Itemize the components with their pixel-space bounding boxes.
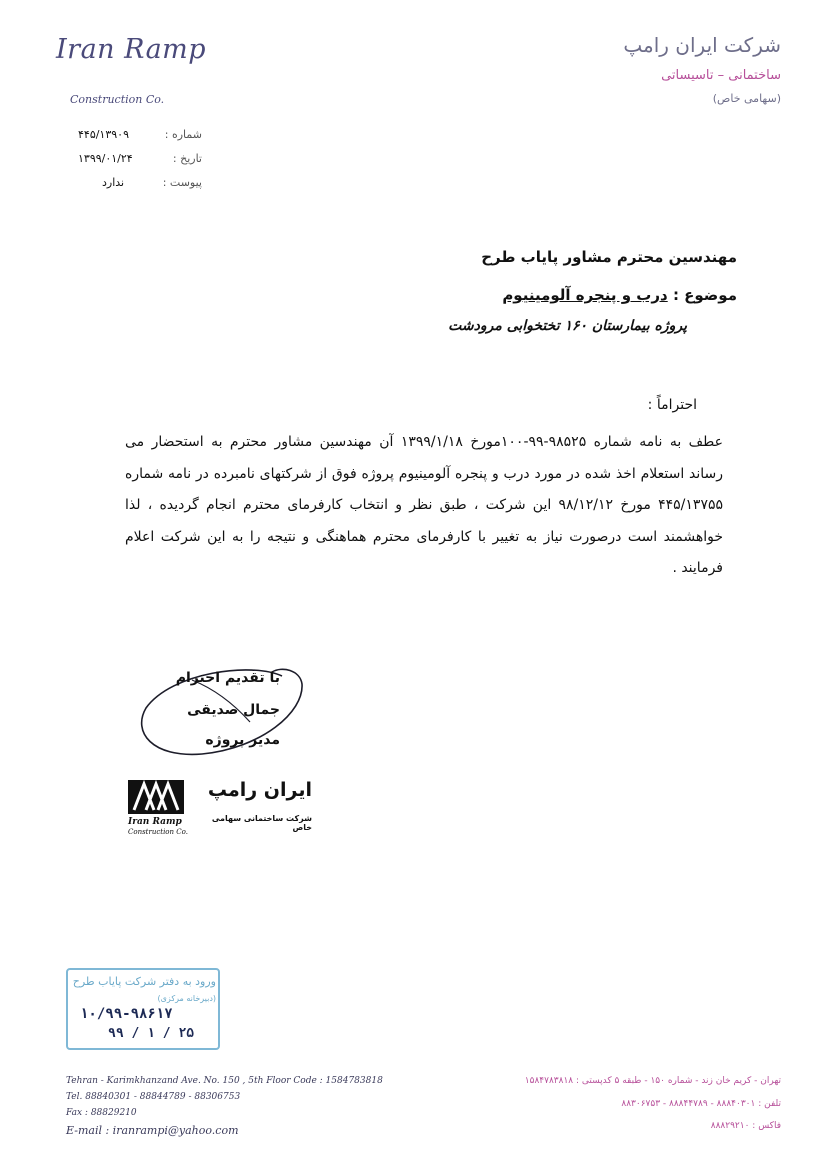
letterhead-english-subtitle: Construction Co. [70,93,165,106]
meta-number-value: ۴۴۵/۱۳۹۰۹ [78,128,129,141]
footer-phone-english: Tel. 88840301 - 88844789 - 88306753 [66,1092,241,1102]
meta-attachment-label: پیوست : [162,176,202,189]
stamp-number: ۱۰/۹۹-۹۸۶۱۷ [80,1006,173,1022]
letterhead-persian-subtitle: (سهامی خاص) [712,92,781,105]
letter-project: پروژه بیمارستان ۱۶۰ تختخوابی مرودشت [448,318,687,334]
letterhead-persian-name: شرکت ایران رامپ [623,33,781,57]
signature-title: مدیر پروژه [205,732,280,748]
logo-english-subtitle: Construction Co. [128,828,188,836]
meta-date-value: ۱۳۹۹/۰۱/۲۴ [78,152,133,165]
letter-greeting: احتراماً : [647,397,697,413]
signature-name: جمال صدیقی [187,702,280,718]
stamp-date: ۹۹ / ۱ / ۲۵ [108,1026,195,1041]
logo-persian-name: ایران رامپ [207,779,312,801]
meta-attachment-value: ندارد [102,176,125,189]
meta-date-row [78,152,202,172]
letter-body: عطف به نامه شماره ۹۸۵۲۵-۹۹-۱۰۰مورخ ۱۳۹۹/۱/۱۸ آن مهندسین مشاور محترم به استحضار می رساند استعلام اخذ شده در مورد درب و پنجره آلومینیوم پروژه فوق از شرکتهای نامبرده در نامه شماره ۴۴۵/۱۳۷۵۵ مورخ ۹۸/۱۲/۱۲ این شرکت ، طبق نظر و انتخاب کارفرمای محترم انجام گردیده ، لذا خواهشمند است درصورت نیاز به تغییر با کارفرمای محترم هماهنگی و نتیجه را به این شرکت اعلام فرمایند . [125,434,724,576]
footer-address-persian: تهران - کریم خان زند - شماره ۱۵۰ - طبقه ۵ کدپستی : ۱۵۸۴۷۸۳۸۱۸ [524,1076,781,1086]
letterhead-persian-description: ساختمانی – تاسیساتی [661,68,781,83]
footer-fax-english: Fax : 88829210 [66,1108,137,1118]
footer-fax-persian: فاکس : ۸۸۸۲۹۲۱۰ [710,1121,781,1131]
meta-number-label: شماره : [164,128,202,141]
letterhead-english-name: Iran Ramp [56,34,207,65]
footer-address-english: Tehran - Karimkhanzand Ave. No. 150 , 5th Floor Code : 1584783818 [66,1076,383,1086]
letter-addressee: مهندسین محترم مشاور پایاب طرح [481,248,737,266]
logo-english-name: Iran Ramp [128,817,182,827]
footer-phone-persian: تلفن : ۸۸۸۴۰۳۰۱ - ۸۸۸۴۴۷۸۹ - ۸۸۳۰۶۷۵۳ [621,1099,781,1109]
meta-attachment-row [78,176,202,196]
logo-persian-description: شرکت ساختمانی سهامی خاص [211,814,312,832]
stamp-subtitle: (دبیرخانه مرکزی) [157,994,216,1003]
signature-closing: با تقدیم احترام [175,670,280,686]
meta-date-label: تاریخ : [172,152,202,165]
letter-subject-value: درب و پنجره آلومینیوم [502,286,668,304]
letter-subject [502,286,737,304]
stamp-title: ورود به دفتر شرکت پایاب طرح [72,975,216,988]
meta-number-row [78,128,202,148]
letter-subject-label: موضوع : [672,286,737,304]
footer-email-english: E-mail : iranrampi@yahoo.com [66,1124,239,1137]
